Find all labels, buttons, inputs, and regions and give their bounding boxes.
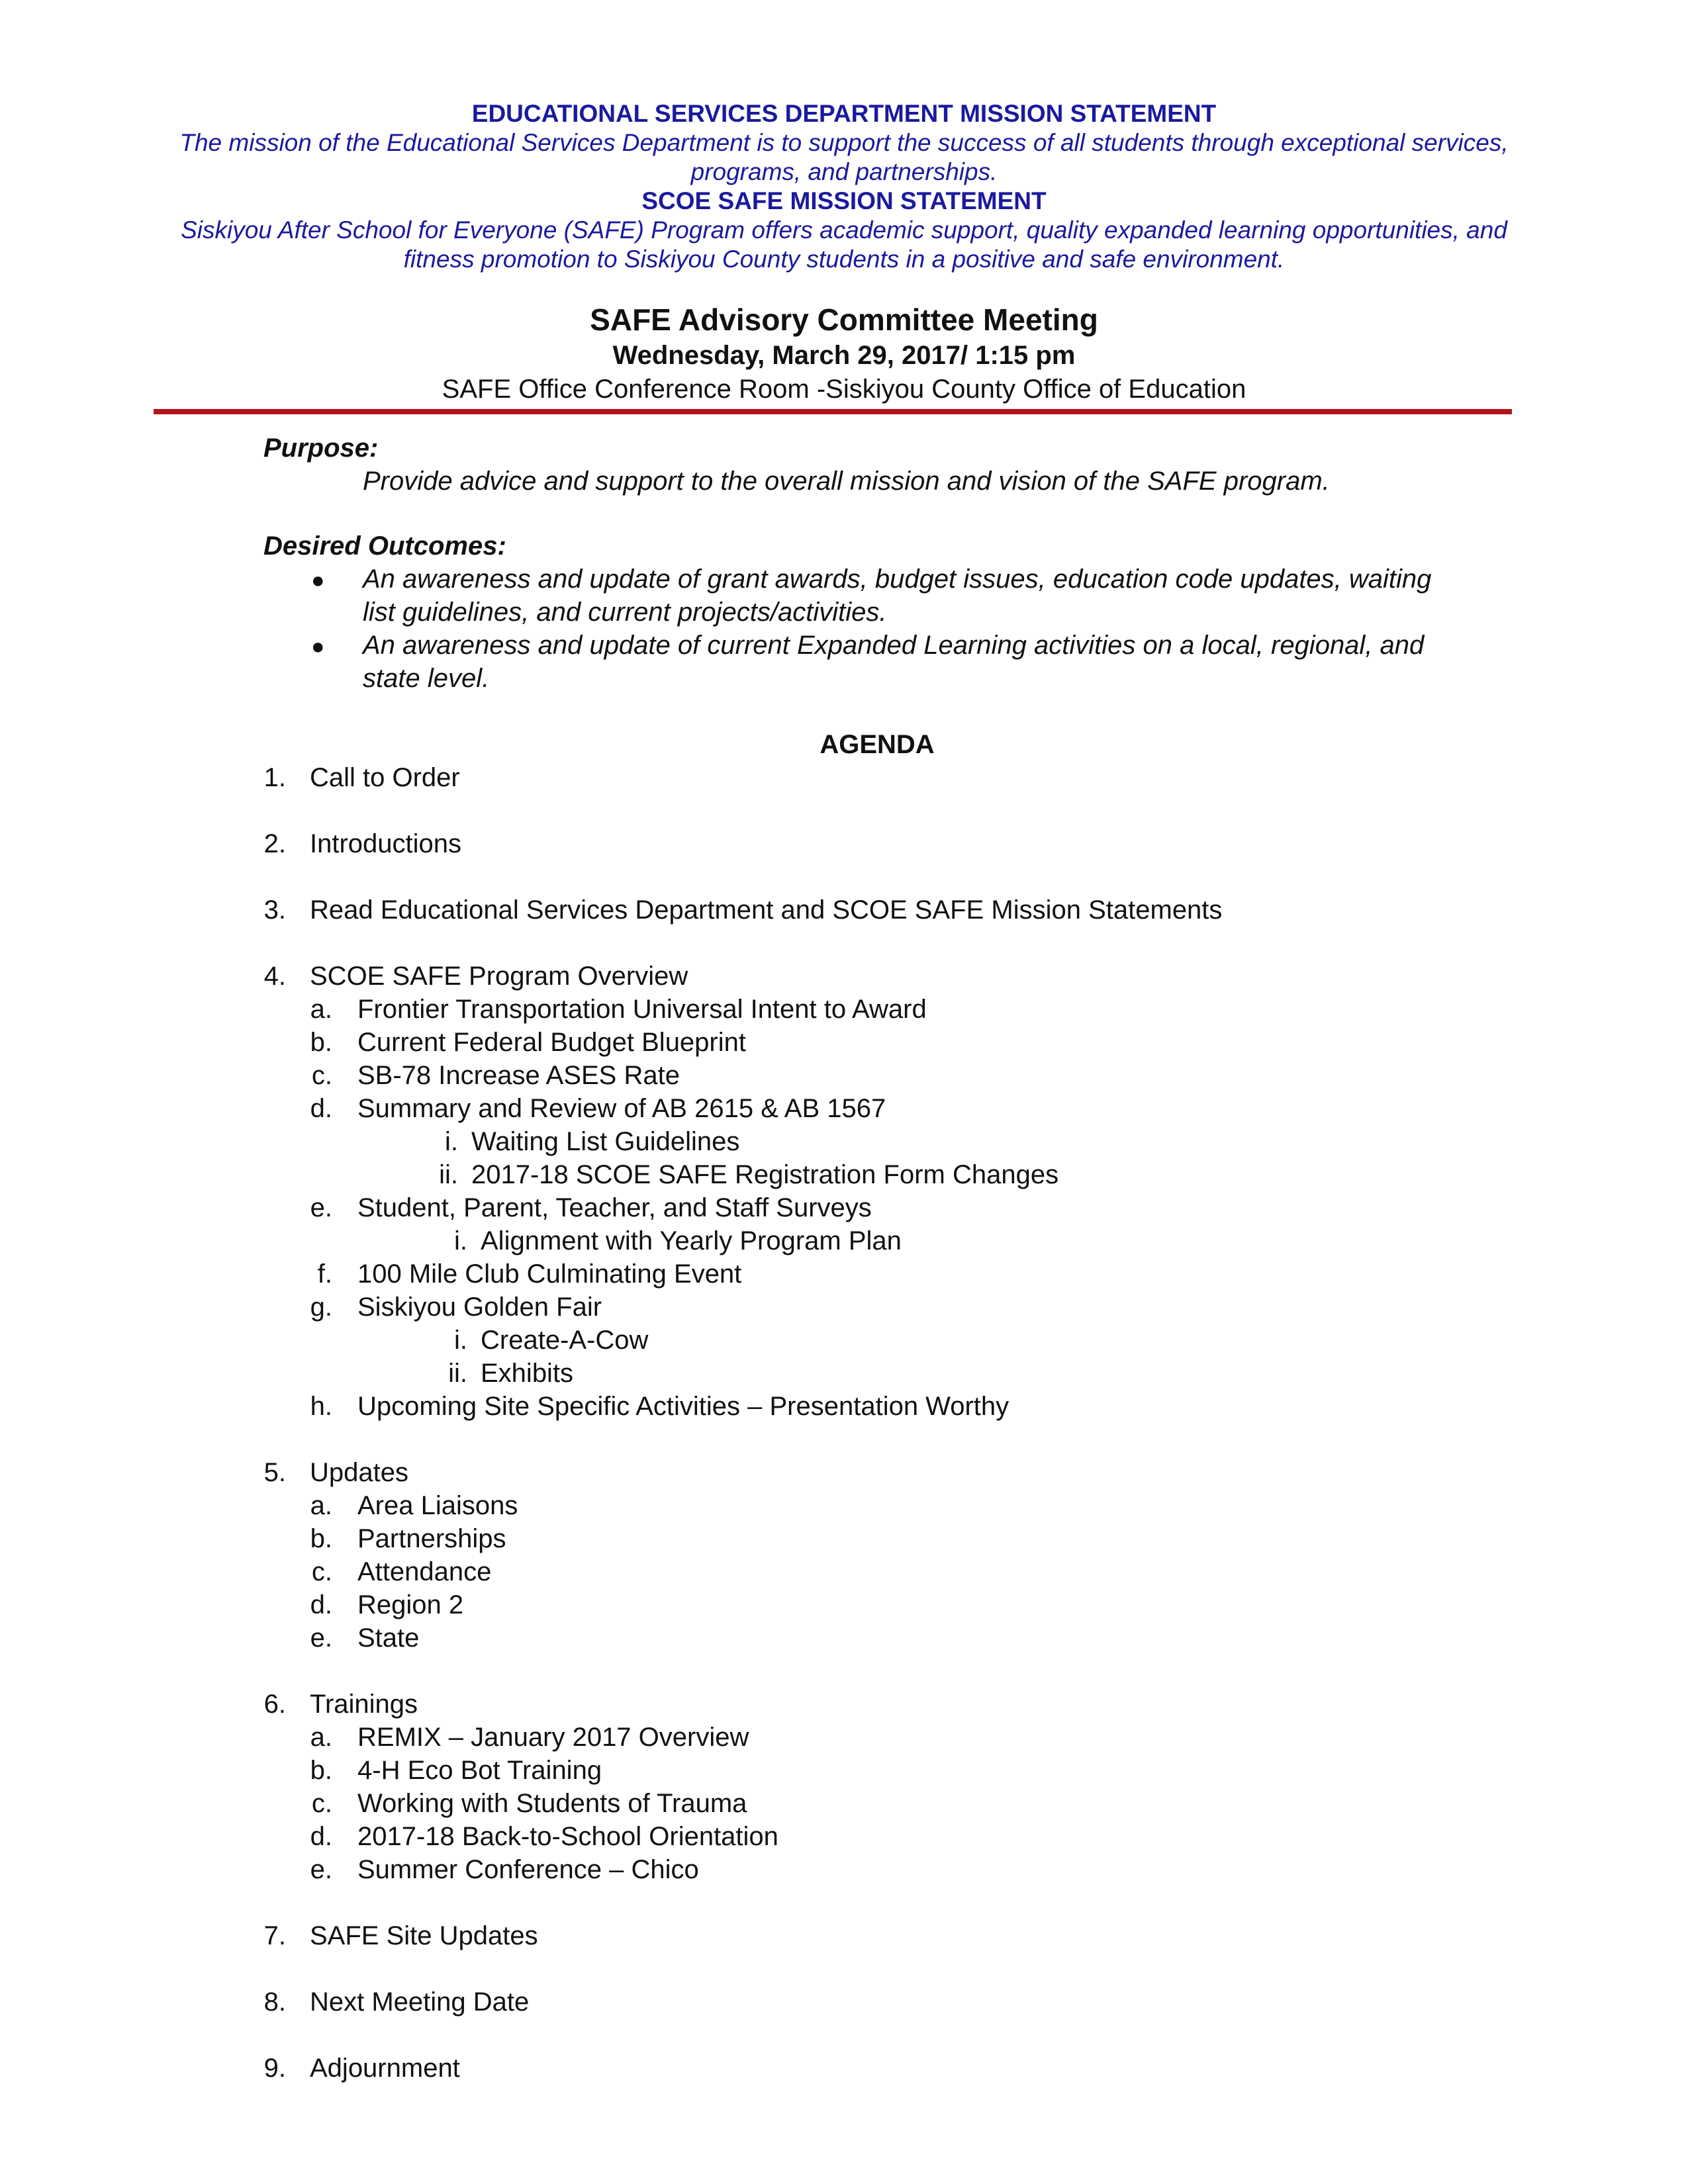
meeting-date: Wednesday, March 29, 2017/ 1:15 pm [612, 341, 1076, 370]
agenda-item-marker: a. [310, 1491, 332, 1520]
agenda-item-text: Read Educational Services Department and SCOE SAFE Mission Statements [310, 895, 1223, 925]
agenda-item-text: Waiting List Guidelines [471, 1127, 740, 1156]
safe-mission-title: SCOE SAFE MISSION STATEMENT [641, 187, 1047, 214]
agenda-item-text: Summer Conference – Chico [357, 1855, 699, 1884]
agenda-item-marker: 1. [263, 763, 286, 792]
agenda-item-text: 100 Mile Club Culminating Event [357, 1259, 742, 1289]
agenda-item-marker: 8. [263, 1987, 286, 2017]
agenda-item-marker: c. [311, 1789, 332, 1818]
agenda-item-marker: h. [310, 1392, 332, 1421]
agenda-item-marker: b. [310, 1756, 332, 1785]
outcome-2-line-2: state level. [363, 664, 490, 693]
agenda-item-text: Region 2 [357, 1590, 464, 1619]
header-divider [154, 409, 1512, 414]
agenda-item-text: 2017-18 Back-to-School Orientation [357, 1822, 778, 1851]
agenda-item-marker: f. [317, 1259, 332, 1289]
agenda-item-text: Introductions [310, 829, 462, 858]
agenda-item-text: Partnerships [357, 1524, 506, 1553]
agenda-item-marker: a. [310, 1723, 332, 1752]
dept-mission-title: EDUCATIONAL SERVICES DEPARTMENT MISSION STATEMENT [471, 100, 1217, 127]
outcome-1-line-1: An awareness and update of grant awards, budget issues, education code updates, waiting [363, 565, 1432, 594]
purpose-text: Provide advice and support to the overall mission and vision of the SAFE program. [363, 467, 1330, 496]
agenda-item-text: Current Federal Budget Blueprint [357, 1028, 746, 1057]
agenda-item-text: State [357, 1623, 420, 1653]
agenda-item-marker: c. [311, 1557, 332, 1586]
agenda-item-marker: d. [310, 1094, 332, 1123]
agenda-item-text: 4-H Eco Bot Training [357, 1756, 602, 1785]
agenda-item-marker: c. [311, 1061, 332, 1090]
outcome-1-line-2: list guidelines, and current projects/activities. [363, 598, 887, 627]
agenda-item-marker: e. [310, 1855, 332, 1884]
agenda-item-text: Working with Students of Trauma [357, 1789, 747, 1818]
agenda-item-marker: d. [310, 1822, 332, 1851]
agenda-item-marker: i. [454, 1326, 467, 1355]
agenda-item-text: Attendance [357, 1557, 492, 1586]
agenda-item-text: Frontier Transportation Universal Intent to Award [357, 995, 927, 1024]
agenda-item-text: Exhibits [481, 1359, 574, 1388]
agenda-item-text: Adjournment [310, 2054, 460, 2083]
agenda-item-text: SAFE Site Updates [310, 1921, 538, 1950]
agenda-item-text: Create-A-Cow [481, 1326, 649, 1355]
agenda-item-text: Summary and Review of AB 2615 & AB 1567 [357, 1094, 886, 1123]
agenda-item-marker: a. [310, 995, 332, 1024]
outcome-2-line-1: An awareness and update of current Expanded Learning activities on a local, regional, and [363, 631, 1425, 660]
meeting-location: SAFE Office Conference Room -Siskiyou County Office of Education [442, 375, 1246, 404]
meeting-title: SAFE Advisory Committee Meeting [590, 302, 1098, 337]
meeting-header [132, 301, 1556, 406]
agenda-item-marker: ii. [439, 1160, 458, 1189]
agenda-item-text: 2017-18 SCOE SAFE Registration Form Changes [471, 1160, 1059, 1189]
agenda-item-text: SB-78 Increase ASES Rate [357, 1061, 680, 1090]
mission-statements [132, 99, 1556, 274]
agenda-item-marker: 4. [263, 962, 286, 991]
agenda-item-text: SCOE SAFE Program Overview [310, 962, 688, 991]
agenda-item-marker: e. [310, 1193, 332, 1222]
agenda-item-marker: i. [454, 1226, 467, 1255]
bullet-icon: ● [311, 568, 325, 593]
agenda-item-text: Siskiyou Golden Fair [357, 1293, 602, 1322]
agenda-item-text: Student, Parent, Teacher, and Staff Surveys [357, 1193, 872, 1222]
purpose-label: Purpose: [263, 433, 379, 463]
agenda-item-marker: 6. [263, 1690, 286, 1719]
agenda-item-text: Updates [310, 1458, 408, 1487]
dept-mission-line-1: The mission of the Educational Services Department is to support the success of all students through exceptional services, [179, 129, 1509, 156]
agenda-item-marker: d. [310, 1590, 332, 1619]
agenda-item-marker: b. [310, 1028, 332, 1057]
safe-mission-line-2: fitness promotion to Siskiyou County students in a positive and safe environment. [403, 246, 1285, 273]
agenda-item-text: Area Liaisons [357, 1491, 518, 1520]
agenda-item-marker: 9. [263, 2054, 286, 2083]
agenda-item-text: Next Meeting Date [310, 1987, 530, 2017]
agenda-item-text: Call to Order [310, 763, 460, 792]
agenda-item-marker: 7. [263, 1921, 286, 1950]
dept-mission-line-2: programs, and partnerships. [690, 158, 998, 185]
agenda-item-text: REMIX – January 2017 Overview [357, 1723, 749, 1752]
agenda-item-marker: g. [310, 1293, 332, 1322]
agenda-item-text: Trainings [310, 1690, 418, 1719]
safe-mission-line-1: Siskiyou After School for Everyone (SAFE) Program offers academic support, quality expanded learning opportunities, and [181, 216, 1507, 244]
agenda-item-text: Alignment with Yearly Program Plan [481, 1226, 902, 1255]
agenda-item-marker: e. [310, 1623, 332, 1653]
agenda-item-marker: ii. [448, 1359, 467, 1388]
agenda-item-marker: 2. [263, 829, 286, 858]
agenda-item-marker: b. [310, 1524, 332, 1553]
agenda-item-text: Upcoming Site Specific Activities – Presentation Worthy [357, 1392, 1009, 1421]
agenda-item-marker: 5. [263, 1458, 286, 1487]
agenda-item-marker: i. [445, 1127, 458, 1156]
bullet-icon: ● [311, 634, 325, 659]
desired-outcomes-label: Desired Outcomes: [263, 531, 506, 561]
agenda-item-marker: 3. [263, 895, 286, 925]
agenda-heading: AGENDA [820, 730, 935, 759]
